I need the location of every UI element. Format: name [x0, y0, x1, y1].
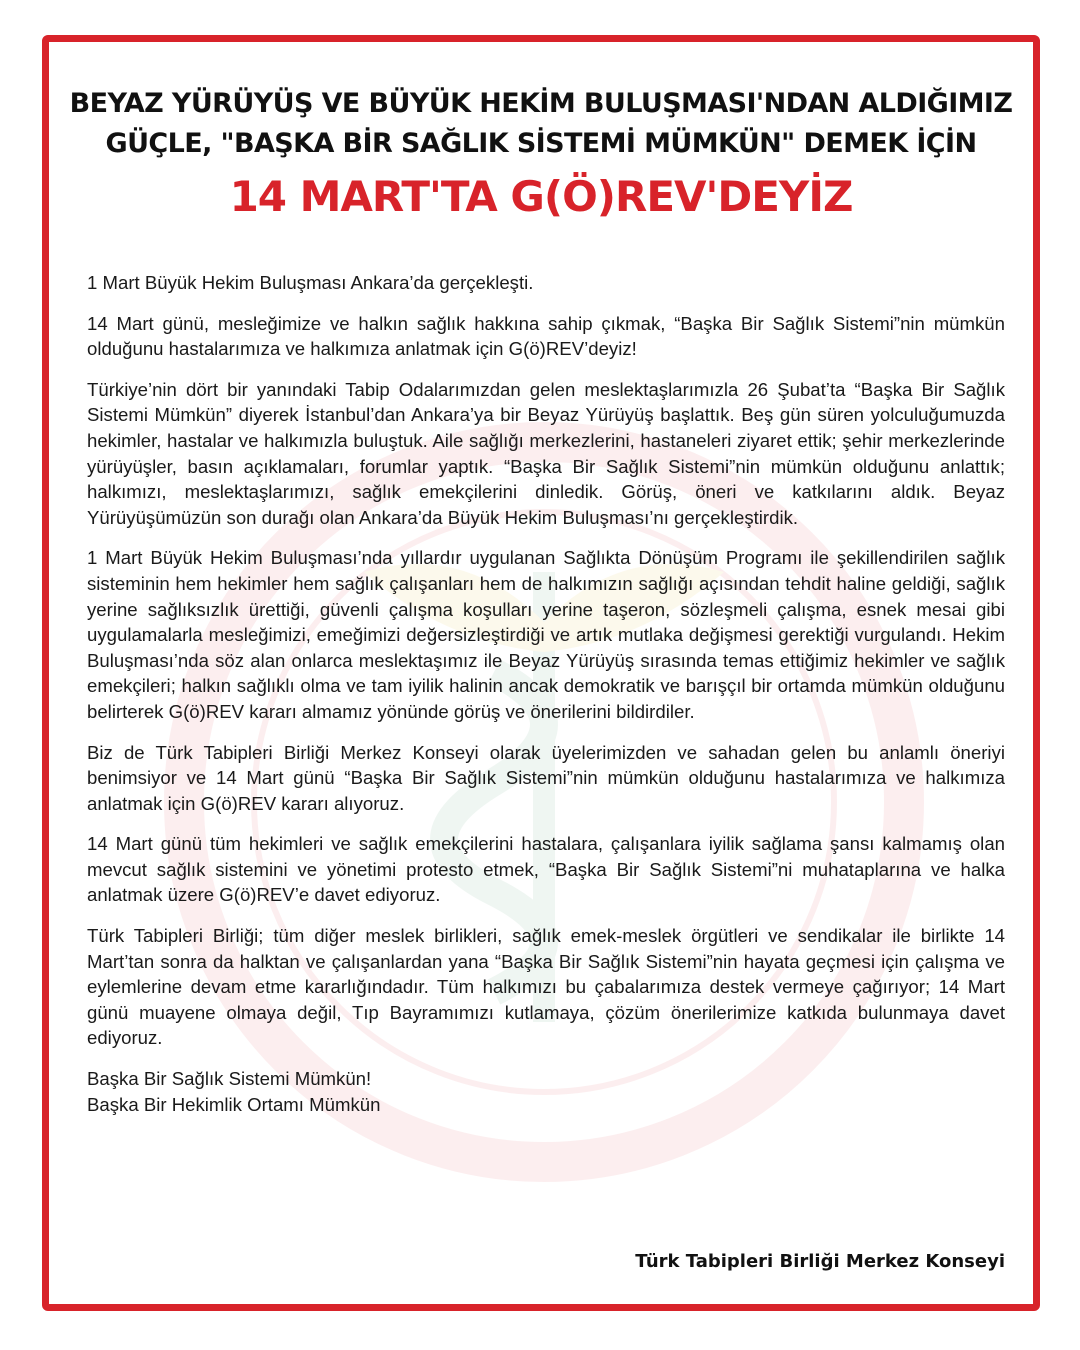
- closing-line-2: Başka Bir Hekimlik Ortamı Mümkün: [87, 1093, 381, 1115]
- announcement-heading: [49, 84, 1033, 226]
- announcement-body: [87, 270, 1005, 1117]
- paragraph-2: 14 Mart günü, mesleğimize ve halkın sağlık hakkına sahip çıkmak, “Başka Bir Sağlık Sistemi”nin mümkün olduğunu hastalarımıza ve halkımıza anlatmak için G(ö)REV’deyiz!: [87, 312, 1005, 360]
- heading-line-1: BEYAZ YÜRÜYÜŞ VE BÜYÜK HEKİM BULUŞMASI'NDAN ALDIĞIMIZ: [69, 88, 1013, 119]
- paragraph-5: Biz de Türk Tabipleri Birliği Merkez Konseyi olarak üyelerimizden ve sahadan gelen bu anlamlı öneriyi benimsiyor ve 14 Mart günü “Başka Bir Sağlık Sistemi”nin mümkün olduğunu hastalarımıza ve halkımıza anlatmak için G(ö)REV kararı alıyoruz.: [87, 741, 1005, 814]
- paragraph-4: 1 Mart Büyük Hekim Buluşması’nda yıllardır uygulanan Sağlıkta Dönüşüm Programı ile şekillendirilen sağlık sisteminin hem hekimler hem sağlık çalışanları hem de halkımızın sağlığı açısından tehdit haline geldiği, sağlık yerine sağlıksızlık ürettiği, güvenli çalışma koşulları yerine taşeron, sözleşmeli çalışma, esnek mesai gibi uygulamalarla mesleğimizi, emeğimizi değersizleştirdiği ve artık mutlaka değişmesi gerektiği vurgulandı. Hekim Buluşması’nda söz alan onlarca meslektaşımız ile Beyaz Yürüyüş sırasında temas ettiğimiz hekimler ve sağlık emekçileri; halkın sağlıklı olma ve tam iyilik halinin ancak demokratik ve barışçıl bir ortamda mümkün olduğunu belirterek G(ö)REV kararı almamız yönünde görüş ve önerilerini bildirdiler.: [87, 547, 1005, 722]
- closing-lines: [87, 1066, 1005, 1117]
- signature: Türk Tabipleri Birliği Merkez Konseyi: [635, 1251, 1005, 1272]
- heading-line-2: GÜÇLE, "BAŞKA BİR SAĞLIK SİSTEMİ MÜMKÜN" DEMEK İÇİN: [105, 128, 977, 159]
- paragraph-1: 1 Mart Büyük Hekim Buluşması Ankara’da gerçekleşti.: [87, 272, 534, 293]
- paragraph-3: Türkiye’nin dört bir yanındaki Tabip Odalarımızdan gelen meslektaşlarımızla 26 Şubat’ta “Başka Bir Sağlık Sistemi Mümkün” diyerek İstanbul’dan Ankara’ya bir Beyaz Yürüyüş başlattık. Beş gün süren yolculuğumuzda hekimler, hastalar ve halkımızla buluştuk. Aile sağlığı merkezlerini, hastaneleri ziyaret ettik; şehir merkezlerinde yürüyüşler, basın açıklamaları, forumlar yaptık. “Başka Bir Sağlık Sistemi”nin mümkün olduğunu anlattık; halkımızı, meslektaşlarımızı, sağlık emekçilerini dinledik. Görüş, öneri ve katkılarını aldık. Beyaz Yürüyüşümüzün son durağı olan Ankara’da Büyük Hekim Buluşması’nı gerçekleştirdik.: [87, 378, 1005, 528]
- heading-title: 14 MART'TA G(Ö)REV'DEYİZ: [229, 172, 853, 221]
- closing-line-1: Başka Bir Sağlık Sistemi Mümkün!: [87, 1068, 372, 1090]
- document-frame: [42, 35, 1040, 1311]
- paragraph-7: Türk Tabipleri Birliği; tüm diğer meslek birlikleri, sağlık emek-meslek örgütleri ve sendikalar ile birlikte 14 Mart’tan sonra da halktan ve çalışanlardan yana “Başka Bir Sağlık Sistemi”nin hayata geçmesi için çalışma ve eylemlerine devam etme kararlığındadır. Tüm halkımızı bu çabalarımıza destek vermeye çağırıyor; 14 Mart günü muayene olmaya değil, Tıp Bayramımızı kutlamaya, çözüm önerilerimize katkıda bulunmaya davet ediyoruz.: [87, 925, 1005, 1049]
- paragraph-6: 14 Mart günü tüm hekimleri ve sağlık emekçilerini hastalara, çalışanlara iyilik sağlama şansı kalmamış olan mevcut sağlık sistemini ve yönetimi protesto etmek, “Başka Bir Sağlık Sistemi”ni muhataplarına ve halka anlatmak üzere G(ö)REV’e davet ediyoruz.: [87, 833, 1005, 906]
